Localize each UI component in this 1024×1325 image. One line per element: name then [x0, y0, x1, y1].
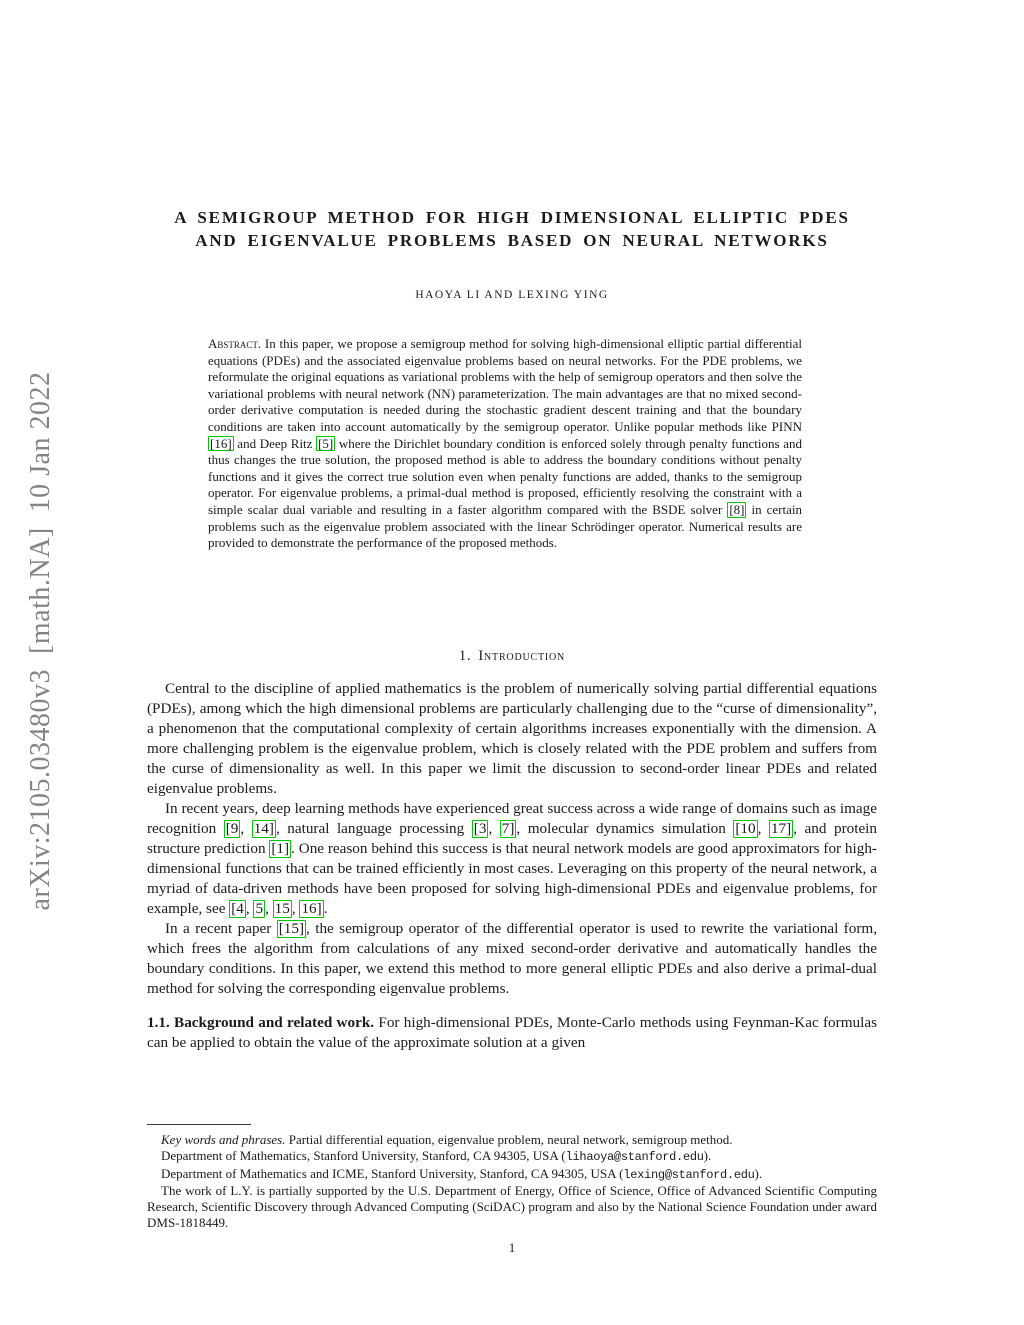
section-heading-introduction	[147, 648, 877, 665]
arxiv-watermark: arXiv:2105.03480v3 [math.NA] 10 Jan 2022	[25, 371, 56, 911]
introduction-body	[147, 679, 877, 1053]
authors-line: HAOYA LI AND LEXING YING	[415, 289, 609, 301]
citation-link[interactable]: 17]	[770, 820, 792, 837]
citation-link[interactable]: [8]	[729, 501, 745, 517]
page-number: 1	[508, 1240, 516, 1255]
abstract-block: Abstract. In this paper, we propose a semigroup method for solving high-dimensional elliptic partial differential equations (PDEs) and the associated eigenvalue problems based on neural networks. For the PDE problems, we reformulate the original equations as variational problems with the help of semigroup operators and then solve the variational problems with neural network (NN) parameterization. The main advantages are that no mixed second-order derivative computation is needed during the stochastic gradient descent training and that the boundary conditions are taken into account automatically by the semigroup operator. Unlike popular methods like PINN [16] and Deep Ritz [5] where the Dirichlet boundary condition is enforced solely through penalty functions and thus changes the true solution, the proposed method is able to address the boundary conditions without penalty functions and it gives the correct true solution even when penalty functions are added, thanks to the semigroup operator. For eigenvalue problems, a primal-dual method is proposed, efficiently resolving the constraint with a simple scalar dual variable and resulting in a faster algorithm compared with the BSDE solver [8] in certain problems such as the eigenvalue problem associated with the linear Schrödinger operator. Numerical results are provided to demonstrate the performance of the proposed methods.	[208, 336, 802, 551]
paper-title	[122, 206, 902, 252]
citation-link[interactable]: 16]	[301, 900, 322, 917]
intro-paragraph-3: In a recent paper [15] , the semigroup operator of the differential operator is used to rewrite the variational form, which frees the algorithm from calculations of any mixed second-order derivative and automatically handles the boundary conditions. In this paper, we extend this method to more general elliptic PDEs and also derive a primal-dual method for solving the corresponding eigenvalue problems.	[147, 920, 878, 997]
citation-link[interactable]: 15	[274, 900, 290, 917]
footnote-block	[147, 1124, 877, 1232]
footnote-affiliation-2: Department of Mathematics and ICME, Stanford University, Stanford, CA 94305, USA (lexing@stanford.edu).	[161, 1165, 763, 1182]
footnote-keywords: Key words and phrases. Partial differential equation, eigenvalue problem, neural network, semigroup method.	[161, 1132, 733, 1147]
citation-link[interactable]: [10	[735, 820, 756, 837]
intro-paragraph-1: Central to the discipline of applied mathematics is the problem of numerically solving partial differential equations (PDEs), among which the high dimensional problems are particularly challenging due to the “curse of dimensionality”, a phenomenon that the computational complexity of certain algorithms increases exponentially with the dimension. A more challenging problem is the eigenvalue problem, which is closely related with the PDE problem and suffers from the curse of dimensionality as well. In this paper we limit the discussion to second-order linear PDEs and related eigenvalue problems.	[147, 680, 877, 797]
citation-link[interactable]: [15]	[278, 920, 305, 937]
text-segment-sc: Abstract.	[208, 336, 262, 351]
subsection-background-and-related-work: 1.1. Background and related work. For high-dimensional PDEs, Monte-Carlo methods using Feynman-Kac formulas can be applied to obtain the value of the approximate solution at a given	[147, 1014, 877, 1051]
citation-link[interactable]: [5]	[318, 435, 334, 451]
citation-link[interactable]: [16]	[210, 435, 232, 451]
paper-title-line1: A SEMIGROUP METHOD FOR HIGH DIMENSIONAL ELLIPTIC PDES	[174, 208, 850, 227]
paper-title-line2: AND EIGENVALUE PROBLEMS BASED ON NEURAL NETWORKS	[195, 231, 829, 250]
citation-link[interactable]: [1]	[271, 840, 290, 857]
citation-link[interactable]: [4	[231, 900, 244, 917]
text-segment-mono: lexing@stanford.edu	[623, 1167, 755, 1182]
text-segment-mono: lihaoya@stanford.edu	[565, 1150, 704, 1165]
footnote-rule	[147, 1124, 251, 1125]
intro-paragraph-2: In recent years, deep learning methods have experienced great success across a wide range of domains such as image recognition [9 , 14] , natural language processing [3 , 7] , molecular dynamics simulation [10 , 17] , and protein structure prediction [1] . One reason behind this success is that neural network models are good approximators for high-dimensional functions that can be trained efficiently in most cases. Leveraging on this property of the neural network, a myriad of data-driven methods have been proposed for solving high-dimensional PDEs and eigenvalue problems, for example, see [4 , 5 , 15 , 16] .	[147, 800, 877, 917]
citation-link[interactable]: [3	[473, 820, 487, 837]
text-segment-b: 1.1. Background and related work.	[147, 1014, 375, 1031]
section-number: 1.	[458, 648, 472, 664]
text-segment-i: Key words and phrases.	[161, 1132, 286, 1147]
citation-link[interactable]: 5	[255, 900, 264, 917]
footnote-funding: The work of L.Y. is partially supported by the U.S. Department of Energy, Office of Science, Office of Advanced Scientific Computing Research, Scientific Discovery through Advanced Computing (SciDAC) program and also by the National Science Foundation under award DMS-1818449.	[147, 1182, 877, 1231]
citation-link[interactable]: [9	[225, 820, 239, 837]
citation-link[interactable]: 7]	[501, 820, 515, 837]
citation-link[interactable]: 14]	[253, 820, 274, 837]
section-title: Introduction	[478, 648, 566, 664]
footnote-affiliation-1: Department of Mathematics, Stanford University, Stanford, CA 94305, USA (lihaoya@stanford.edu).	[161, 1148, 712, 1165]
